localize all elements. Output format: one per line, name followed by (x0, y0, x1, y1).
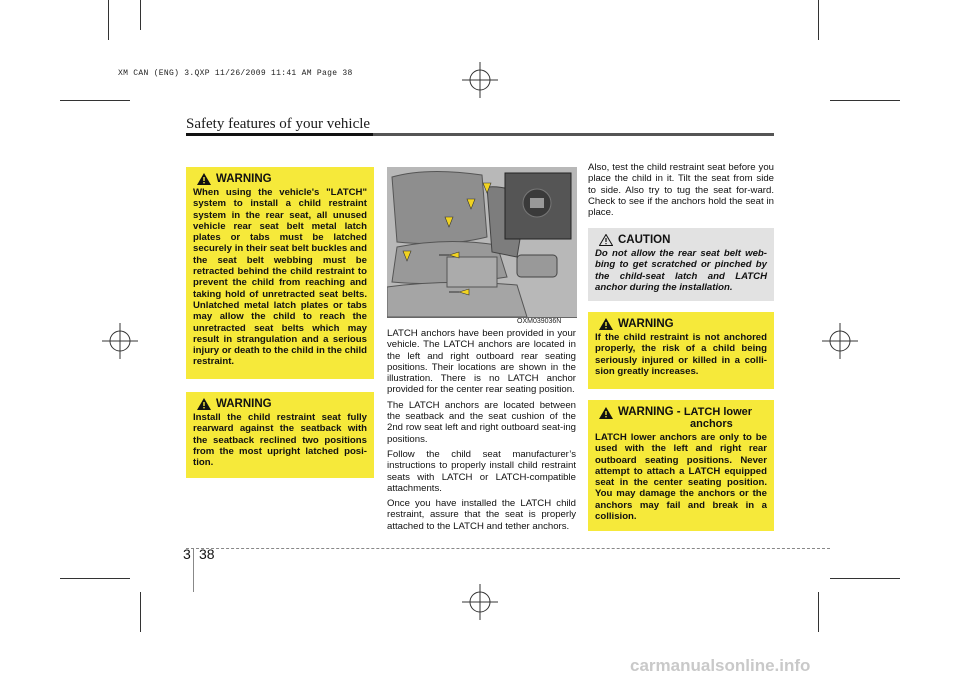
figure-code: OXM039036N (517, 318, 562, 325)
registration-target-icon (462, 62, 498, 98)
page-number: 38 (199, 546, 215, 562)
crop-mark (818, 0, 819, 40)
caution-triangle-icon (599, 234, 613, 246)
crop-mark (818, 592, 819, 632)
warning-box-latch-system (186, 167, 374, 379)
paragraph: The LATCH anchors are located between the seatback and the seat cushion of the 2nd row seat left and right outboard seat-ing positions. (387, 399, 576, 445)
warning-heading-text: WARNING - (618, 406, 684, 418)
warning-triangle-icon (197, 173, 211, 185)
latch-anchor-illustration (387, 167, 577, 317)
crop-mark (140, 592, 141, 632)
warning-box-anchor-properly (588, 312, 774, 389)
paragraph: Also, test the child restraint seat before you place the child in it. Tilt the seat from side to side. Also try to tug the seat for-ward. Check to see if the anchors hold the seat in place. (588, 162, 774, 219)
caution-box (588, 228, 774, 301)
warning-heading (197, 398, 367, 410)
crop-mark (140, 0, 141, 30)
crop-mark (830, 578, 900, 579)
warning-triangle-icon (197, 398, 211, 410)
page-number-divider (193, 548, 194, 592)
warning-triangle-icon (599, 407, 613, 419)
caution-heading (599, 234, 767, 246)
rear-seat-illustration (387, 167, 577, 317)
watermark: carmanualsonline.info (630, 656, 811, 675)
header-rule-accent (186, 133, 373, 136)
warning-body: LATCH lower anchors are only to be used with the left and right rear outboard seating positions. Never attempt to attach a LATCH equipped seat in the center seating position. You may damage the anchors or the anchors may fail and break in a collision. (595, 432, 767, 523)
paragraph: LATCH anchors have been provided in your vehicle. The LATCH anchors are located in the left and right outboard rear seating positions. Their locations are shown in the illustration. There is no LATCH anchor provided for the center rear seating position. (387, 328, 576, 396)
warning-body: Install the child restraint seat fully rearward against the seatback with the seatback reclined two positions from the most upright latched posi-tion. (193, 412, 367, 469)
crop-mark (108, 0, 109, 40)
registration-target-icon (102, 323, 138, 359)
warning-heading (599, 318, 767, 330)
crop-mark (60, 100, 130, 101)
section-number: 3 (183, 546, 191, 562)
warning-subheading: LATCH lower (683, 406, 753, 418)
crop-mark (60, 578, 130, 579)
page-title: Safety features of your vehicle (186, 116, 371, 132)
registration-target-icon (462, 584, 498, 620)
warning-triangle-icon (599, 318, 613, 330)
warning-heading-text: WARNING (618, 318, 674, 330)
warning-body: If the child restraint is not anchored properly, the risk of a child being seriously injured or killed in a colli-sion greatly increases. (595, 332, 767, 377)
warning-heading-text: WARNING (216, 173, 272, 185)
caution-body: Do not allow the rear seat belt web-bing to get scratched or pinched by the child-seat latch and LATCH anchor during the installation. (595, 248, 767, 293)
paragraph: Follow the child seat manufacturer’s instructions to properly install child restraint seats with LATCH or LATCH-compatible attachments. (387, 448, 576, 494)
paragraph: Once you have installed the LATCH child restraint, assure that the seat is properly attached to the LATCH and tether anchors. (387, 498, 576, 532)
test-seat-text (588, 162, 774, 222)
warning-body: When using the vehicle's "LATCH" system to install a child restraint system in the rear seat, all unused vehicle rear seat belt metal latch plates or tabs must be latched securely in their seat belt buckles and the seat belt webbing must be retracted behind the child restraint to prevent the child from reaching and taking hold of unretracted seat belts. Unlatched metal latch plates or tabs may allow the child to reach the unretracted seat belts which may result in strangulation and a serious injury or death to the child in the child restraint. (193, 187, 367, 368)
footer-rule (186, 548, 830, 549)
caution-heading-text: CAUTION (618, 234, 671, 246)
warning-heading (599, 406, 767, 430)
warning-heading (197, 173, 367, 185)
warning-subheading-cont: anchors (690, 418, 733, 430)
registration-target-icon (822, 323, 858, 359)
latch-description-text (387, 328, 576, 536)
warning-box-rearward-install (186, 392, 374, 478)
warning-heading-text: WARNING (216, 398, 272, 410)
warning-box-latch-lower-anchors (588, 400, 774, 531)
print-slug: XM CAN (ENG) 3.QXP 11/26/2009 11:41 AM Page 38 (118, 69, 353, 78)
crop-mark (830, 100, 900, 101)
